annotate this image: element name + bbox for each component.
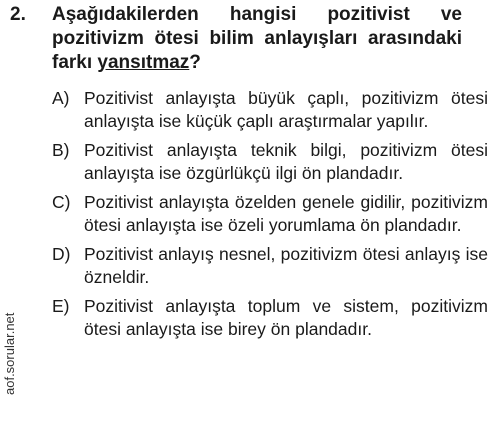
side-source-label: aof.sorular.net [2,312,17,395]
option-d[interactable] [52,243,492,289]
option-text: Pozitivist anlayışta teknik bilgi, pozitivizm ötesi anlayışta ise özgürlükçü ilgi ön plandadır. [84,140,488,183]
option-a[interactable] [52,87,492,133]
question-stem-text: Aşağıdakilerden hangisi pozitivist ve pozitivizm ötesi bilim anlayışları arasındaki farkı [52,4,462,73]
option-c[interactable] [52,191,492,237]
option-letter: B) [52,140,70,160]
option-text: Pozitivist anlayış nesnel, pozitivizm ötesi anlayış ise özneldir. [84,244,488,287]
option-letter: D) [52,244,71,264]
question-stem-end: ? [189,52,201,73]
option-text: Pozitivist anlayışta toplum ve sistem, pozitivizm ötesi anlayışta ise birey ön plandadır. [84,296,488,339]
option-text: Pozitivist anlayışta özelden genele gidilir, pozitivizm ötesi anlayışta ise özeli yorumlama ön plandadır. [84,192,488,235]
option-letter: E) [52,296,70,316]
question-stem-emphasis: yansıtmaz [97,52,190,73]
option-letter: C) [52,192,71,212]
option-b[interactable] [52,139,492,185]
question-number: 2. [10,4,26,25]
question-header [10,3,492,75]
question-stem [52,3,462,75]
option-letter: A) [52,88,70,108]
option-text: Pozitivist anlayışta büyük çaplı, pozitivizm ötesi anlayışta ise küçük çaplı araştırmalar yapılır. [84,88,488,131]
option-e[interactable] [52,295,492,341]
answer-options [52,87,492,341]
question-block [10,3,492,347]
